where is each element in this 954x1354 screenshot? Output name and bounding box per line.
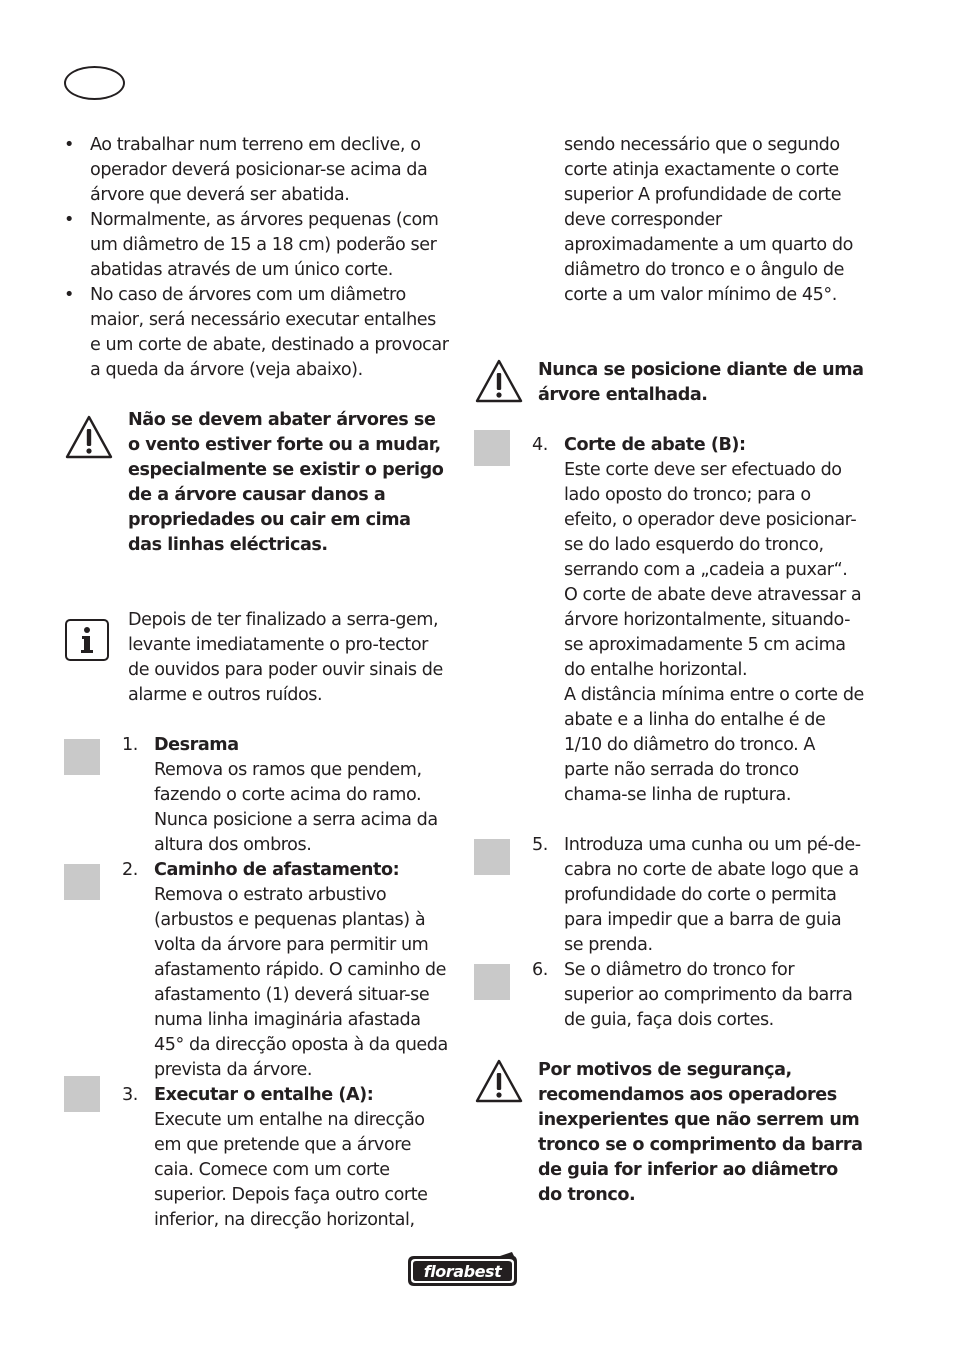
step-number: 6. <box>532 960 548 980</box>
warning-block <box>64 408 449 583</box>
list-item: • No caso de árvores com um diâmetro maior, será necessário executar entalhes e um corte de abate, destinado a provocar a queda da árvore (veja abaixo). <box>64 285 449 380</box>
warning-triangle-icon <box>64 414 114 460</box>
warning-block <box>474 358 864 408</box>
step-6 <box>474 958 864 1033</box>
continuation-text: sendo necessário que o segundo corte atinja exactamente o corte superior A profundidade de corte deve corresponder aproximadamente a um quarto do diâmetro do tronco e o ângulo de corte a um valor mínimo de 45°. <box>564 135 853 305</box>
list-item: • Normalmente, as árvores pequenas (com um diâmetro de 15 a 18 cm) poderão ser abatidas através de um único corte. <box>64 210 439 280</box>
info-block <box>64 608 449 708</box>
left-column <box>64 133 449 1233</box>
warning-block <box>474 1058 864 1205</box>
step-4 <box>474 433 864 833</box>
step-body: Introduza uma cunha ou um pé-de-cabra no corte de abate logo que a profundidade do corte o permita para impedir que a barra de guia se prenda. <box>564 835 861 955</box>
language-tag-oval <box>64 66 125 100</box>
step-number: 5. <box>532 835 548 855</box>
step-title: Desrama <box>154 735 239 755</box>
step-number: 1. <box>122 735 138 755</box>
step-3 <box>64 1083 449 1233</box>
warning-text: Nunca se posicione diante de uma árvore entalhada. <box>538 360 864 405</box>
info-icon <box>64 618 110 662</box>
step-body: Remova os ramos que pendem, fazendo o corte acima do ramo. Nunca posicione a serra acima da altura dos ombros. <box>154 760 438 855</box>
bullet-list <box>64 133 449 383</box>
warning-text: Por motivos de segurança, recomendamos aos operadores inexperientes que não serrem um tronco se o comprimento da barra de guia for inferior ao diâmetro do tronco. <box>538 1060 863 1205</box>
step-body: Se o diâmetro do tronco for superior ao comprimento da barra de guia, faça dois cortes. <box>564 960 853 1030</box>
step-title: Corte de abate (B): <box>564 435 746 455</box>
warning-triangle-icon <box>474 358 524 404</box>
step-title: Caminho de afastamento: <box>154 860 400 880</box>
info-text: Depois de ter finalizado a serra-gem, levante imediatamente o pro-tector de ouvidos para poder ouvir sinais de alarme e outros ruídos. <box>128 610 443 705</box>
warning-triangle-icon <box>474 1058 524 1104</box>
step-body: Execute um entalhe na direcção em que pretende que a árvore caia. Comece com um corte superior. Depois faça outro corte inferior, na direcção horizontal, <box>154 1110 428 1230</box>
step-5 <box>474 833 864 958</box>
right-column <box>474 133 864 1205</box>
bullet-dot: • <box>64 285 74 305</box>
step-1 <box>64 733 449 858</box>
step-number: 3. <box>122 1085 138 1105</box>
bullet-dot: • <box>64 210 74 230</box>
florabest-logo <box>404 1252 520 1290</box>
step-body: Remova o estrato arbustivo (arbustos e pequenas plantas) à volta da árvore para permitir um afastamento rápido. O caminho de afastamento (1) deverá situar-se numa linha imaginária afastada 45° da direcção oposta à da queda prevista da árvore. <box>154 885 448 1080</box>
step-number: 4. <box>532 435 548 455</box>
warning-text: Não se devem abater árvores se o vento estiver forte ou a mudar, especialmente se existir o perigo de a árvore causar danos a propriedades ou cair em cima das linhas eléctricas. <box>128 410 444 555</box>
logo-text: florabest <box>423 1262 502 1281</box>
step-title: Executar o entalhe (A): <box>154 1085 374 1105</box>
bullet-dot: • <box>64 135 74 155</box>
step-body-continued: A distância mínima entre o corte de abate e a linha do entalhe é de 1/10 do diâmetro do tronco. A parte não serrada do tronco chama-se linha de ruptura. <box>564 685 864 805</box>
step-number: 2. <box>122 860 138 880</box>
step-2 <box>64 858 449 1083</box>
step-body: Este corte deve ser efectuado do lado oposto do tronco; para o efeito, o operador deve posicionar-se do lado esquerdo do tronco, serrando com a „cadeia a puxar“. O corte de abate deve atravessar a árvore horizontalmente, situando-se aproximadamente 5 cm acima do entalhe horizontal. <box>564 460 862 680</box>
list-item: • Ao trabalhar num terreno em declive, o operador deverá posicionar-se acima da árvore que deverá ser abatida. <box>64 135 428 205</box>
